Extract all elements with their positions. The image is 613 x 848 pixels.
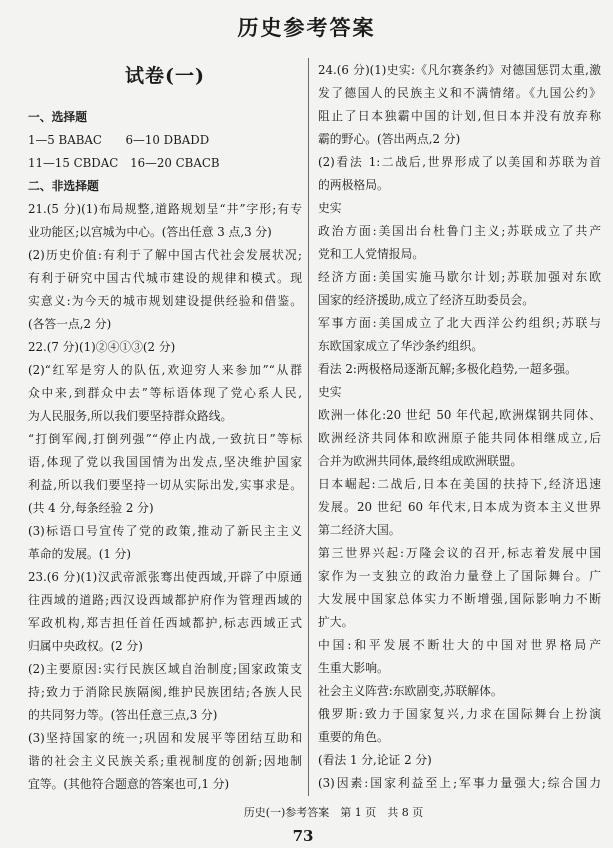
text-line: 一、选择题 xyxy=(28,110,87,124)
text-line: 合并为欧洲共同体,最终组成欧洲联盟。 xyxy=(318,454,523,468)
text-line: 为人民服务,所以我们要坚持群众路线。 xyxy=(28,409,233,423)
answer-paragraph xyxy=(28,359,302,428)
page-number: 73 xyxy=(292,827,314,845)
answer-paragraph xyxy=(318,749,601,772)
text-line: 扩大。 xyxy=(318,615,354,629)
footer-label: 历史(一)参考答案 第 1 页 共 8 页 xyxy=(243,806,424,819)
text-line: 中国:和平发展不断壮大的中国对世界格局产 xyxy=(318,638,601,652)
text-line: 二、非选择题 xyxy=(28,179,99,193)
text-line: 党和工人党情报局。 xyxy=(318,247,425,261)
text-line: (共 4 分,每条经验 2 分) xyxy=(28,501,154,515)
text-line: “打倒军阀,打倒列强”“停止内战,一致抗日”等标 xyxy=(28,432,302,446)
text-line: 业功能区;以宫城为中心。(答出任意 3 点,3 分) xyxy=(28,225,272,239)
answer-paragraph xyxy=(28,428,302,520)
answer-paragraph xyxy=(318,59,601,151)
text-line: 史实 xyxy=(318,385,342,399)
paper-heading: 试卷(一) xyxy=(125,65,205,87)
answer-paragraph xyxy=(318,266,601,312)
text-line: 众中来,到群众中去”等标语体现了党心系人民, xyxy=(28,386,302,400)
text-line: (看法 1 分,论证 2 分) xyxy=(318,753,432,767)
text-line: 史实 xyxy=(318,201,342,215)
answer-paragraph xyxy=(28,566,302,658)
page-title: 历史参考答案 xyxy=(237,15,376,40)
text-line: 东欧国家成立了华沙条约组织。 xyxy=(318,339,484,353)
text-line: 23.(6 分)(1)汉武帝派张骞出使西域,开辟了中原通 xyxy=(28,570,302,584)
text-line: (2)看法 1:二战后,世界形成了以美国和苏联为首 xyxy=(318,155,601,169)
text-line: 政治方面:美国出台杜鲁门主义;苏联成立了共产 xyxy=(318,224,601,238)
text-line: 大发展中国家总体实力不断增强,国际影响力不断 xyxy=(318,592,601,606)
text-line: (3)坚持国家的统一;巩固和发展平等团结互助和 xyxy=(28,731,302,745)
answer-paragraph xyxy=(28,336,302,359)
text-line: 俄罗斯:致力于国家复兴,力求在国际舞台上扮演 xyxy=(318,707,601,721)
section-heading xyxy=(28,175,302,198)
answer-paragraph xyxy=(318,680,601,703)
text-line: 语,体现了党以我国国情为出发点,坚决维护国家 xyxy=(28,455,302,469)
answer-paragraph xyxy=(318,381,601,404)
text-line: 革命的发展。(1 分) xyxy=(28,547,132,561)
text-line: 持;致力于消除民族隔阂,维护民族团结;各族人民 xyxy=(28,685,302,699)
text-line: 第三世界兴起:万隆会议的召开,标志着发展中国 xyxy=(318,546,601,560)
text-line: 军事方面:美国成立了北大西洋公约组织;苏联与 xyxy=(318,316,601,330)
text-line: 第二经济大国。 xyxy=(318,523,401,537)
text-line: 军政机构,郑吉担任首任西域都护,标志西域正式 xyxy=(28,616,302,630)
text-line: (3)标语口号宣传了党的政策,推动了新民主主义 xyxy=(28,524,302,538)
text-line: 往西域的道路;西汉设西域都护府作为管理西域的 xyxy=(28,593,302,607)
text-line: (2)主要原因:实行民族区域自治制度;国家政策支 xyxy=(28,662,302,676)
text-line: 发展。20 世纪 60 年代末,日本成为资本主义世界 xyxy=(318,500,601,514)
text-line: 经济方面:美国实施马歇尔计划;苏联加强对东欧 xyxy=(318,270,601,284)
text-line: 1—5 BABAC 6—10 DBADD xyxy=(28,133,210,147)
text-line: 利益,所以我们要坚持一切从实际出发,实事求是。 xyxy=(28,478,302,492)
answer-paragraph xyxy=(318,404,601,473)
text-line: 国家的经济援助,成立了经济互助委员会。 xyxy=(318,293,535,307)
text-line: 实意义:为今天的城市规划建设提供经验和借鉴。 xyxy=(28,294,302,308)
right-column xyxy=(318,59,601,795)
answer-paragraph xyxy=(28,198,302,244)
answer-paragraph xyxy=(318,197,601,220)
text-line: (各答一点,2 分) xyxy=(28,317,112,331)
text-line: 11—15 CBDAC 16—20 CBACB xyxy=(28,156,220,170)
text-line: 的共同努力等。(答出任意三点,3 分) xyxy=(28,708,218,722)
text-line: 21.(5 分)(1)布局规整,道路规划呈“井”字形;有专 xyxy=(28,202,302,216)
answer-paragraph xyxy=(318,358,601,381)
text-line: 霸的野心。(答出两点,2 分) xyxy=(318,132,461,146)
text-line: 社会主义阵营:东欧剧变,苏联解体。 xyxy=(318,684,503,698)
text-line: (2)“红军是穷人的队伍,欢迎穷人来参加”“从群 xyxy=(28,363,302,377)
answer-paragraph xyxy=(318,220,601,266)
text-line: 谐的社会主义民族关系;重视制度的创新;因地制 xyxy=(28,754,302,768)
answer-paragraph xyxy=(318,542,601,634)
answer-paragraph xyxy=(318,772,601,795)
text-line: 欧洲一体化:20 世纪 50 年代起,欧洲煤钢共同体、 xyxy=(318,408,601,422)
answer-paragraph xyxy=(28,727,302,796)
text-line: (3)因素:国家利益至上;军事力量强大;综合国力 xyxy=(318,776,601,790)
text-line: 有利于研究中国古代城市建设的规律和模式。现 xyxy=(28,271,302,285)
text-line: 家作为一支独立的政治力量登上了国际舞台。广 xyxy=(318,569,601,583)
text-line: 重要的角色。 xyxy=(318,730,389,744)
left-column xyxy=(28,106,302,796)
text-line: 的两极格局。 xyxy=(318,178,389,192)
text-line: 归属中央政权。(2 分) xyxy=(28,639,143,653)
answer-paragraph xyxy=(318,312,601,358)
answer-paragraph xyxy=(28,129,302,152)
text-line: 看法 2:两极格局逐渐瓦解;多极化趋势,一超多强。 xyxy=(318,362,577,376)
answer-paragraph xyxy=(318,473,601,542)
answer-paragraph xyxy=(28,520,302,566)
answer-paragraph xyxy=(318,703,601,749)
text-line: 22.(7 分)(1)②④①③(2 分) xyxy=(28,340,176,354)
text-line: 阻止了日本独霸中国的计划,但日本并没有放弃称 xyxy=(318,109,601,123)
text-line: 宜等。(其他符合题意的答案也可,1 分) xyxy=(28,777,230,791)
text-line: 生重大影响。 xyxy=(318,661,389,675)
text-line: 发了德国人的民族主义和不满情绪。《九国公约》 xyxy=(318,86,601,100)
answer-paragraph xyxy=(28,244,302,336)
answer-paragraph xyxy=(28,152,302,175)
text-line: (2)历史价值:有利于了解中国古代社会发展状况; xyxy=(28,248,302,262)
answer-paragraph xyxy=(318,151,601,197)
column-divider xyxy=(308,58,309,796)
answer-paragraph xyxy=(318,634,601,680)
text-line: 欧洲经济共同体和欧洲原子能共同体相继成立,后 xyxy=(318,431,601,445)
section-heading xyxy=(28,106,302,129)
text-line: 日本崛起:二战后,日本在美国的扶持下,经济迅速 xyxy=(318,477,601,491)
text-line: 24.(6 分)(1)史实:《凡尔赛条约》对德国惩罚太重,激 xyxy=(318,63,601,77)
answer-paragraph xyxy=(28,658,302,727)
